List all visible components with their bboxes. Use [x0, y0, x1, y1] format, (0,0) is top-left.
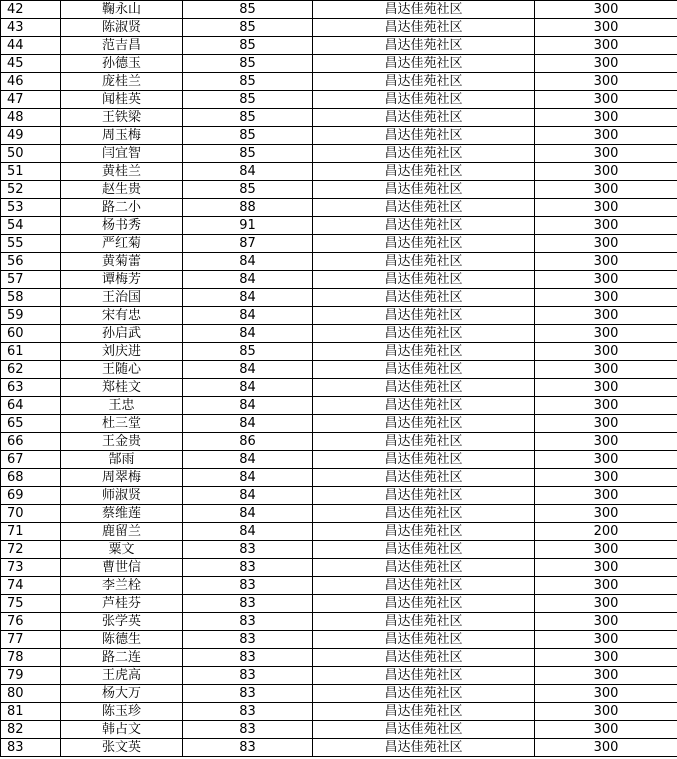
name-cell: 王金贵: [61, 433, 183, 451]
row-number-cell: 42: [1, 1, 61, 19]
community-cell: 昌达佳苑社区: [313, 703, 535, 721]
amount-cell: 300: [535, 1, 677, 19]
age-cell: 83: [183, 613, 313, 631]
table-row: [1, 703, 677, 721]
community-cell: 昌达佳苑社区: [313, 577, 535, 595]
amount-cell: 300: [535, 253, 677, 271]
age-cell: 85: [183, 19, 313, 37]
community-cell: 昌达佳苑社区: [313, 451, 535, 469]
row-number-cell: 69: [1, 487, 61, 505]
table-row: [1, 253, 677, 271]
table-row: [1, 451, 677, 469]
name-cell: 周玉梅: [61, 127, 183, 145]
amount-cell: 300: [535, 613, 677, 631]
name-cell: 郜雨: [61, 451, 183, 469]
amount-cell: 300: [535, 307, 677, 325]
community-cell: 昌达佳苑社区: [313, 37, 535, 55]
amount-cell: 300: [535, 343, 677, 361]
table-row: [1, 433, 677, 451]
community-cell: 昌达佳苑社区: [313, 253, 535, 271]
community-cell: 昌达佳苑社区: [313, 685, 535, 703]
amount-cell: 300: [535, 91, 677, 109]
amount-cell: 300: [535, 577, 677, 595]
name-cell: 闫宜智: [61, 145, 183, 163]
name-cell: 郑桂文: [61, 379, 183, 397]
name-cell: 闻桂英: [61, 91, 183, 109]
name-cell: 宋有忠: [61, 307, 183, 325]
name-cell: 范吉昌: [61, 37, 183, 55]
community-cell: 昌达佳苑社区: [313, 505, 535, 523]
row-number-cell: 65: [1, 415, 61, 433]
row-number-cell: 54: [1, 217, 61, 235]
row-number-cell: 71: [1, 523, 61, 541]
row-number-cell: 73: [1, 559, 61, 577]
amount-cell: 300: [535, 235, 677, 253]
amount-cell: 300: [535, 19, 677, 37]
community-cell: 昌达佳苑社区: [313, 433, 535, 451]
amount-cell: 300: [535, 487, 677, 505]
row-number-cell: 53: [1, 199, 61, 217]
age-cell: 84: [183, 289, 313, 307]
row-number-cell: 46: [1, 73, 61, 91]
row-number-cell: 64: [1, 397, 61, 415]
amount-cell: 300: [535, 595, 677, 613]
row-number-cell: 62: [1, 361, 61, 379]
age-cell: 88: [183, 199, 313, 217]
age-cell: 85: [183, 1, 313, 19]
table-row: [1, 721, 677, 739]
age-cell: 83: [183, 595, 313, 613]
amount-cell: 300: [535, 109, 677, 127]
age-cell: 85: [183, 145, 313, 163]
community-cell: 昌达佳苑社区: [313, 469, 535, 487]
age-cell: 85: [183, 37, 313, 55]
row-number-cell: 78: [1, 649, 61, 667]
amount-cell: 300: [535, 199, 677, 217]
age-cell: 85: [183, 109, 313, 127]
name-cell: 王治国: [61, 289, 183, 307]
table-body: [1, 1, 677, 757]
community-cell: 昌达佳苑社区: [313, 649, 535, 667]
age-cell: 84: [183, 163, 313, 181]
age-cell: 87: [183, 235, 313, 253]
table-row: [1, 163, 677, 181]
row-number-cell: 55: [1, 235, 61, 253]
age-cell: 84: [183, 325, 313, 343]
name-cell: 赵生贵: [61, 181, 183, 199]
table-row: [1, 199, 677, 217]
row-number-cell: 68: [1, 469, 61, 487]
community-cell: 昌达佳苑社区: [313, 343, 535, 361]
amount-cell: 300: [535, 505, 677, 523]
row-number-cell: 43: [1, 19, 61, 37]
age-cell: 84: [183, 253, 313, 271]
table-row: [1, 595, 677, 613]
age-cell: 84: [183, 379, 313, 397]
amount-cell: 300: [535, 361, 677, 379]
community-cell: 昌达佳苑社区: [313, 235, 535, 253]
community-cell: 昌达佳苑社区: [313, 73, 535, 91]
amount-cell: 300: [535, 73, 677, 91]
table-row: [1, 523, 677, 541]
name-cell: 严红菊: [61, 235, 183, 253]
table-row: [1, 649, 677, 667]
table-row: [1, 145, 677, 163]
age-cell: 83: [183, 577, 313, 595]
age-cell: 83: [183, 667, 313, 685]
community-cell: 昌达佳苑社区: [313, 91, 535, 109]
community-cell: 昌达佳苑社区: [313, 199, 535, 217]
community-cell: 昌达佳苑社区: [313, 55, 535, 73]
name-cell: 路二连: [61, 649, 183, 667]
row-number-cell: 52: [1, 181, 61, 199]
amount-cell: 300: [535, 289, 677, 307]
community-cell: 昌达佳苑社区: [313, 631, 535, 649]
table-row: [1, 325, 677, 343]
row-number-cell: 83: [1, 739, 61, 757]
name-cell: 王虎高: [61, 667, 183, 685]
name-cell: 路二小: [61, 199, 183, 217]
age-cell: 84: [183, 307, 313, 325]
amount-cell: 300: [535, 271, 677, 289]
age-cell: 84: [183, 487, 313, 505]
name-cell: 杨大万: [61, 685, 183, 703]
table-row: [1, 667, 677, 685]
table-row: [1, 19, 677, 37]
community-cell: 昌达佳苑社区: [313, 487, 535, 505]
amount-cell: 300: [535, 379, 677, 397]
community-cell: 昌达佳苑社区: [313, 271, 535, 289]
table-row: [1, 289, 677, 307]
table-row: [1, 271, 677, 289]
community-cell: 昌达佳苑社区: [313, 559, 535, 577]
age-cell: 83: [183, 685, 313, 703]
name-cell: 芦桂芬: [61, 595, 183, 613]
name-cell: 师淑贤: [61, 487, 183, 505]
amount-cell: 300: [535, 145, 677, 163]
table-row: [1, 487, 677, 505]
name-cell: 庞桂兰: [61, 73, 183, 91]
row-number-cell: 60: [1, 325, 61, 343]
row-number-cell: 66: [1, 433, 61, 451]
table-row: [1, 613, 677, 631]
name-cell: 鹿留兰: [61, 523, 183, 541]
community-cell: 昌达佳苑社区: [313, 667, 535, 685]
community-cell: 昌达佳苑社区: [313, 523, 535, 541]
row-number-cell: 82: [1, 721, 61, 739]
name-cell: 粟文: [61, 541, 183, 559]
row-number-cell: 70: [1, 505, 61, 523]
community-cell: 昌达佳苑社区: [313, 721, 535, 739]
age-cell: 83: [183, 721, 313, 739]
age-cell: 85: [183, 73, 313, 91]
table-row: [1, 505, 677, 523]
age-cell: 84: [183, 523, 313, 541]
community-cell: 昌达佳苑社区: [313, 19, 535, 37]
name-cell: 李兰栓: [61, 577, 183, 595]
age-cell: 84: [183, 469, 313, 487]
table-row: [1, 1, 677, 19]
community-cell: 昌达佳苑社区: [313, 109, 535, 127]
row-number-cell: 63: [1, 379, 61, 397]
row-number-cell: 47: [1, 91, 61, 109]
name-cell: 黄桂兰: [61, 163, 183, 181]
name-cell: 刘庆进: [61, 343, 183, 361]
community-cell: 昌达佳苑社区: [313, 289, 535, 307]
amount-cell: 300: [535, 217, 677, 235]
name-cell: 周翠梅: [61, 469, 183, 487]
age-cell: 83: [183, 631, 313, 649]
amount-cell: 300: [535, 739, 677, 757]
table-row: [1, 235, 677, 253]
age-cell: 83: [183, 739, 313, 757]
age-cell: 85: [183, 343, 313, 361]
community-cell: 昌达佳苑社区: [313, 595, 535, 613]
row-number-cell: 81: [1, 703, 61, 721]
community-cell: 昌达佳苑社区: [313, 163, 535, 181]
amount-cell: 300: [535, 415, 677, 433]
age-cell: 84: [183, 271, 313, 289]
table-row: [1, 541, 677, 559]
age-cell: 85: [183, 127, 313, 145]
age-cell: 86: [183, 433, 313, 451]
table-row: [1, 685, 677, 703]
row-number-cell: 75: [1, 595, 61, 613]
community-cell: 昌达佳苑社区: [313, 613, 535, 631]
table-row: [1, 307, 677, 325]
age-cell: 91: [183, 217, 313, 235]
table-row: [1, 577, 677, 595]
amount-cell: 300: [535, 37, 677, 55]
row-number-cell: 49: [1, 127, 61, 145]
table-row: [1, 37, 677, 55]
community-cell: 昌达佳苑社区: [313, 379, 535, 397]
amount-cell: 300: [535, 55, 677, 73]
amount-cell: 300: [535, 649, 677, 667]
age-cell: 83: [183, 559, 313, 577]
community-cell: 昌达佳苑社区: [313, 1, 535, 19]
amount-cell: 300: [535, 127, 677, 145]
row-number-cell: 72: [1, 541, 61, 559]
community-cell: 昌达佳苑社区: [313, 415, 535, 433]
row-number-cell: 57: [1, 271, 61, 289]
name-cell: 王随心: [61, 361, 183, 379]
amount-cell: 300: [535, 433, 677, 451]
community-cell: 昌达佳苑社区: [313, 739, 535, 757]
row-number-cell: 50: [1, 145, 61, 163]
row-number-cell: 76: [1, 613, 61, 631]
community-cell: 昌达佳苑社区: [313, 397, 535, 415]
name-cell: 陈淑贤: [61, 19, 183, 37]
row-number-cell: 56: [1, 253, 61, 271]
table-row: [1, 91, 677, 109]
community-cell: 昌达佳苑社区: [313, 361, 535, 379]
amount-cell: 300: [535, 181, 677, 199]
community-cell: 昌达佳苑社区: [313, 307, 535, 325]
amount-cell: 300: [535, 721, 677, 739]
row-number-cell: 61: [1, 343, 61, 361]
row-number-cell: 48: [1, 109, 61, 127]
table-row: [1, 181, 677, 199]
row-number-cell: 45: [1, 55, 61, 73]
age-cell: 84: [183, 361, 313, 379]
community-cell: 昌达佳苑社区: [313, 325, 535, 343]
name-cell: 陈德生: [61, 631, 183, 649]
row-number-cell: 51: [1, 163, 61, 181]
table-row: [1, 55, 677, 73]
name-cell: 孙启武: [61, 325, 183, 343]
row-number-cell: 44: [1, 37, 61, 55]
row-number-cell: 77: [1, 631, 61, 649]
age-cell: 83: [183, 541, 313, 559]
table-row: [1, 217, 677, 235]
amount-cell: 300: [535, 163, 677, 181]
name-cell: 张文英: [61, 739, 183, 757]
name-cell: 孙德玉: [61, 55, 183, 73]
age-cell: 84: [183, 451, 313, 469]
name-cell: 鞠永山: [61, 1, 183, 19]
age-cell: 85: [183, 55, 313, 73]
community-cell: 昌达佳苑社区: [313, 145, 535, 163]
table-row: [1, 415, 677, 433]
name-cell: 杨书秀: [61, 217, 183, 235]
age-cell: 84: [183, 415, 313, 433]
amount-cell: 300: [535, 559, 677, 577]
age-cell: 83: [183, 703, 313, 721]
community-cell: 昌达佳苑社区: [313, 127, 535, 145]
table-row: [1, 379, 677, 397]
name-cell: 杜三堂: [61, 415, 183, 433]
row-number-cell: 58: [1, 289, 61, 307]
amount-cell: 300: [535, 397, 677, 415]
community-cell: 昌达佳苑社区: [313, 217, 535, 235]
table-row: [1, 559, 677, 577]
amount-cell: 300: [535, 703, 677, 721]
table-row: [1, 127, 677, 145]
name-cell: 谭梅芳: [61, 271, 183, 289]
table-row: [1, 631, 677, 649]
community-cell: 昌达佳苑社区: [313, 541, 535, 559]
table-row: [1, 397, 677, 415]
row-number-cell: 79: [1, 667, 61, 685]
row-number-cell: 67: [1, 451, 61, 469]
name-cell: 张学英: [61, 613, 183, 631]
row-number-cell: 74: [1, 577, 61, 595]
name-cell: 黄菊蕾: [61, 253, 183, 271]
row-number-cell: 80: [1, 685, 61, 703]
amount-cell: 300: [535, 541, 677, 559]
table-row: [1, 469, 677, 487]
row-number-cell: 59: [1, 307, 61, 325]
amount-cell: 300: [535, 469, 677, 487]
table-row: [1, 73, 677, 91]
age-cell: 83: [183, 649, 313, 667]
age-cell: 85: [183, 91, 313, 109]
table-row: [1, 109, 677, 127]
amount-cell: 300: [535, 685, 677, 703]
amount-cell: 300: [535, 451, 677, 469]
amount-cell: 200: [535, 523, 677, 541]
community-cell: 昌达佳苑社区: [313, 181, 535, 199]
age-cell: 85: [183, 181, 313, 199]
name-cell: 王忠: [61, 397, 183, 415]
name-cell: 陈玉珍: [61, 703, 183, 721]
name-cell: 韩占文: [61, 721, 183, 739]
amount-cell: 300: [535, 325, 677, 343]
amount-cell: 300: [535, 631, 677, 649]
age-cell: 84: [183, 397, 313, 415]
name-cell: 曹世信: [61, 559, 183, 577]
amount-cell: 300: [535, 667, 677, 685]
table-row: [1, 343, 677, 361]
age-cell: 84: [183, 505, 313, 523]
table-row: [1, 361, 677, 379]
table-row: [1, 739, 677, 757]
name-cell: 蔡维莲: [61, 505, 183, 523]
name-cell: 王铁梁: [61, 109, 183, 127]
